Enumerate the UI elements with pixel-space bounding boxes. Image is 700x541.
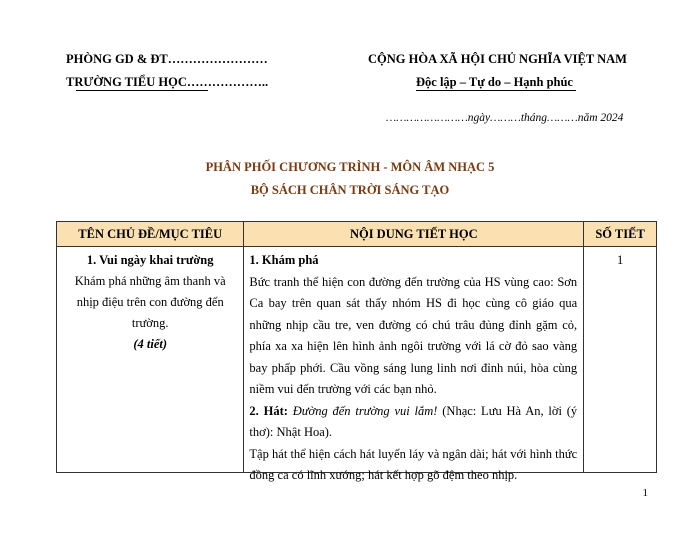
period-count: 1 [616,253,624,267]
section-sing [249,401,577,444]
song-credit: (Nhạc: Lưu Hà An, lời (ý thơ): Nhật Hoa). [249,403,578,439]
header-content: NỘI DUNG TIẾT HỌC [244,222,584,247]
count-cell [584,247,657,473]
header-count: SỐ TIẾT [584,222,657,247]
motto: Độc lập – Tự do – Hạnh phúc [416,75,573,89]
table-header-row [57,222,657,247]
header-topic: TÊN CHỦ ĐỀ/MỤC TIÊU [57,222,244,247]
section-explore-title: 1. Khám phá [249,253,319,267]
content-cell [244,247,584,482]
song-title: Đường đến trường vui lắm! [292,403,438,418]
department-line: PHÒNG GD & ĐT…………………… [66,52,268,66]
document-subtitle: BỘ SÁCH CHÂN TRỜI SÁNG TẠO [250,183,450,197]
topic-cell [57,247,244,473]
date-line: ……………………ngày………tháng………năm 2024 [386,112,624,124]
section-explore-text: Bức tranh thể hiện con đường đến trường của HS vùng cao: Sơn Ca bay trên quan sát thấy nhóm HS đi học cùng cô giáo qua những nhịp cầu tre, ven đường có chú trâu đủng đỉnh gặm cỏ, phía xa xa hiện lên hình ảnh ngôi trường với lá cờ đỏ sao vàng bay phấp phới. Cầu vồng sáng lung linh nơi đỉnh núi, hòa cùng niềm vui đến trường với các bạn nhỏ. [249,274,578,396]
school-underline [76,90,208,91]
topic-periods: (4 tiết) [133,337,168,351]
document-title: PHÂN PHỐI CHƯƠNG TRÌNH - MÔN ÂM NHẠC 5 [205,160,495,174]
school-line: TRƯỜNG TIỂU HỌC……………….. [66,75,269,89]
section-sing-text: Tập hát thể hiện cách hát luyến láy và ngân dài; hát với hình thức đồng ca có lĩnh xướng; hát kết hợp gõ đệm theo nhịp. [249,446,578,482]
page-number: 1 [642,487,648,499]
topic-description: Khám phá những âm thanh và nhịp điệu trên con đường đến trường. [74,274,226,330]
motto-underline [416,90,576,91]
table-row [57,247,657,473]
curriculum-table [56,221,657,482]
country-title: CỘNG HÒA XÃ HỘI CHỦ NGHĨA VIỆT NAM [368,52,627,66]
section-sing-label: 2. Hát: [249,403,288,418]
topic-title: 1. Vui ngày khai trường [86,253,214,267]
